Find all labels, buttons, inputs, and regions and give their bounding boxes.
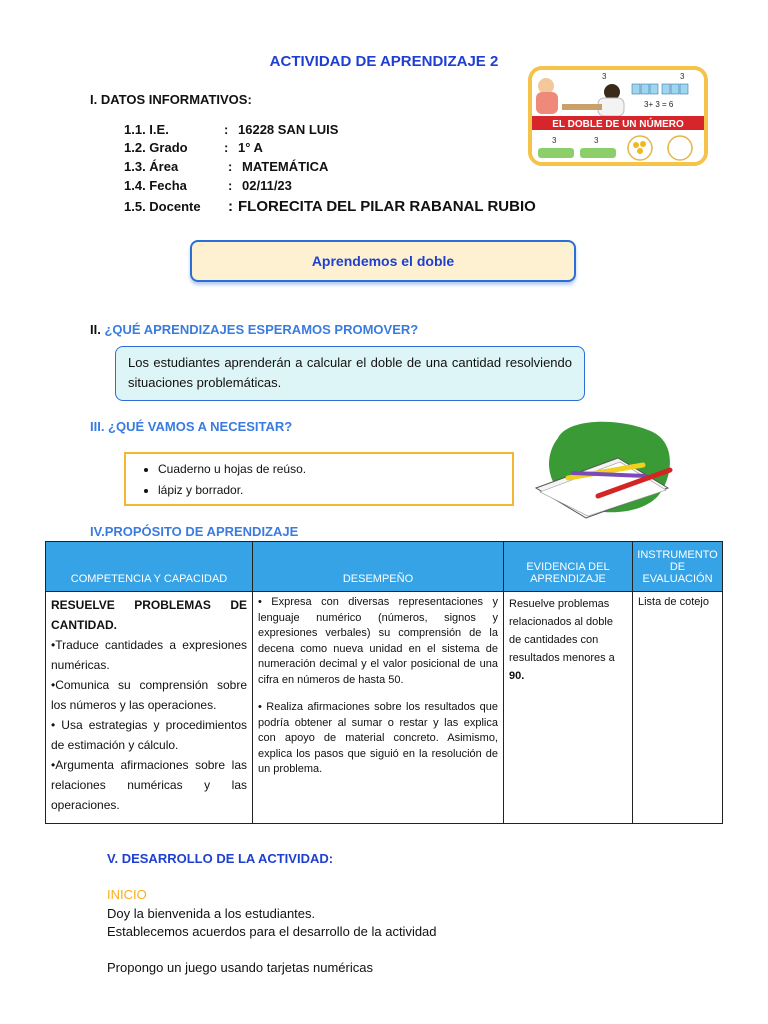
num-b: 3 bbox=[680, 72, 685, 81]
datos-heading: I. DATOS INFORMATIVOS: bbox=[90, 92, 252, 107]
dev-line: Propongo un juego usando tarjetas numéricas bbox=[107, 960, 373, 975]
section-5-heading: V. DESARROLLO DE LA ACTIVIDAD: bbox=[107, 851, 334, 866]
doble-illustration bbox=[532, 70, 704, 162]
instrumento-cell: Lista de cotejo bbox=[633, 592, 723, 824]
col-header-evidencia: EVIDENCIA DEL APRENDIZAJE bbox=[504, 542, 633, 592]
page-title: ACTIVIDAD DE APRENDIZAJE 2 bbox=[269, 53, 499, 70]
evidencia-cell: Resuelve problemas relacionados al doble de cantidades con resultados menores a 90. bbox=[504, 592, 633, 824]
material-item: • lápiz y borrador. bbox=[158, 480, 498, 501]
col-header-desempeno: DESEMPEÑO bbox=[253, 542, 504, 592]
empty-circle bbox=[668, 136, 692, 160]
equation: 3+ 3 = 6 bbox=[644, 100, 674, 109]
section-3-heading: III. ¿QUÉ VAMOS A NECESITAR? bbox=[90, 419, 293, 434]
learning-box: Los estudiantes aprenderán a calcular el doble de una cantidad resolviendo situaciones problemáticas. bbox=[115, 346, 585, 401]
info-grado: 1.2. Grado : 1° A bbox=[124, 140, 263, 155]
competencia-cell bbox=[46, 592, 253, 824]
desempeno-item: • Realiza afirmaciones sobre los resultados que podría obtener al sumar o restar y las explica con apoyo de material concreto. Asimismo, explica los pasos que siguió en la resolución de un problema. bbox=[258, 701, 498, 775]
info-docente: 1.5. Docente : FLORECITA DEL PILAR RABANAL RUBIO bbox=[124, 198, 536, 215]
competencia-item: •Argumenta afirmaciones sobre las relaciones numéricas y las operaciones. bbox=[51, 758, 247, 812]
col-header-instrumento: INSTRUMENTO DE EVALUACIÓN bbox=[633, 542, 723, 592]
child-icon bbox=[538, 78, 554, 94]
dev-line: Establecemos acuerdos para el desarrollo de la actividad bbox=[107, 924, 437, 939]
section-4-heading: IV.PROPÓSITO DE APRENDIZAJE bbox=[90, 524, 299, 539]
bottom-b: 3 bbox=[594, 136, 599, 145]
section-2-heading: II. ¿QUÉ APRENDIZAJES ESPERAMOS PROMOVER? bbox=[90, 322, 419, 337]
proposito-table bbox=[45, 541, 723, 824]
competencia-item: • Usa estrategias y procedimientos de estimación y cálculo. bbox=[51, 718, 247, 752]
info-fecha: 1.4. Fecha : 02/11/23 bbox=[124, 178, 292, 193]
notebook-pencils-image bbox=[528, 418, 678, 522]
num-a: 3 bbox=[602, 72, 607, 81]
dev-line: Doy la bienvenida a los estudiantes. bbox=[107, 906, 316, 921]
competencia-item: •Comunica su comprensión sobre los números y las operaciones. bbox=[51, 678, 247, 712]
promo-banner: EL DOBLE DE UN NÚMERO bbox=[552, 119, 684, 130]
info-ie: 1.1. I.E. : 16228 SAN LUIS bbox=[124, 122, 339, 137]
competencia-title: RESUELVE PROBLEMAS DE CANTIDAD. bbox=[51, 598, 247, 632]
competencia-item: •Traduce cantidades a expresiones numéricas. bbox=[51, 638, 247, 672]
col-header-competencia: COMPETENCIA Y CAPACIDAD bbox=[46, 542, 253, 592]
info-area: 1.3. Área : MATEMÁTICA bbox=[124, 159, 329, 174]
doble-promo-image bbox=[528, 66, 708, 166]
table-row bbox=[46, 592, 723, 824]
topic-box: Aprendemos el doble bbox=[190, 240, 576, 282]
materials-box bbox=[124, 452, 514, 506]
inicio-label: INICIO bbox=[107, 887, 147, 902]
desempeno-item: • Expresa con diversas representaciones y lenguaje numérico (números, signos y expresiones verbales) su comprensión de la decena como nueva unidad en el sistema de numeración decimal y el valor posicional de una cifra en números de hasta 50. bbox=[258, 596, 498, 686]
desempeno-cell bbox=[253, 592, 504, 824]
bottom-a: 3 bbox=[552, 136, 557, 145]
material-item: • Cuaderno u hojas de reúso. bbox=[158, 459, 498, 480]
